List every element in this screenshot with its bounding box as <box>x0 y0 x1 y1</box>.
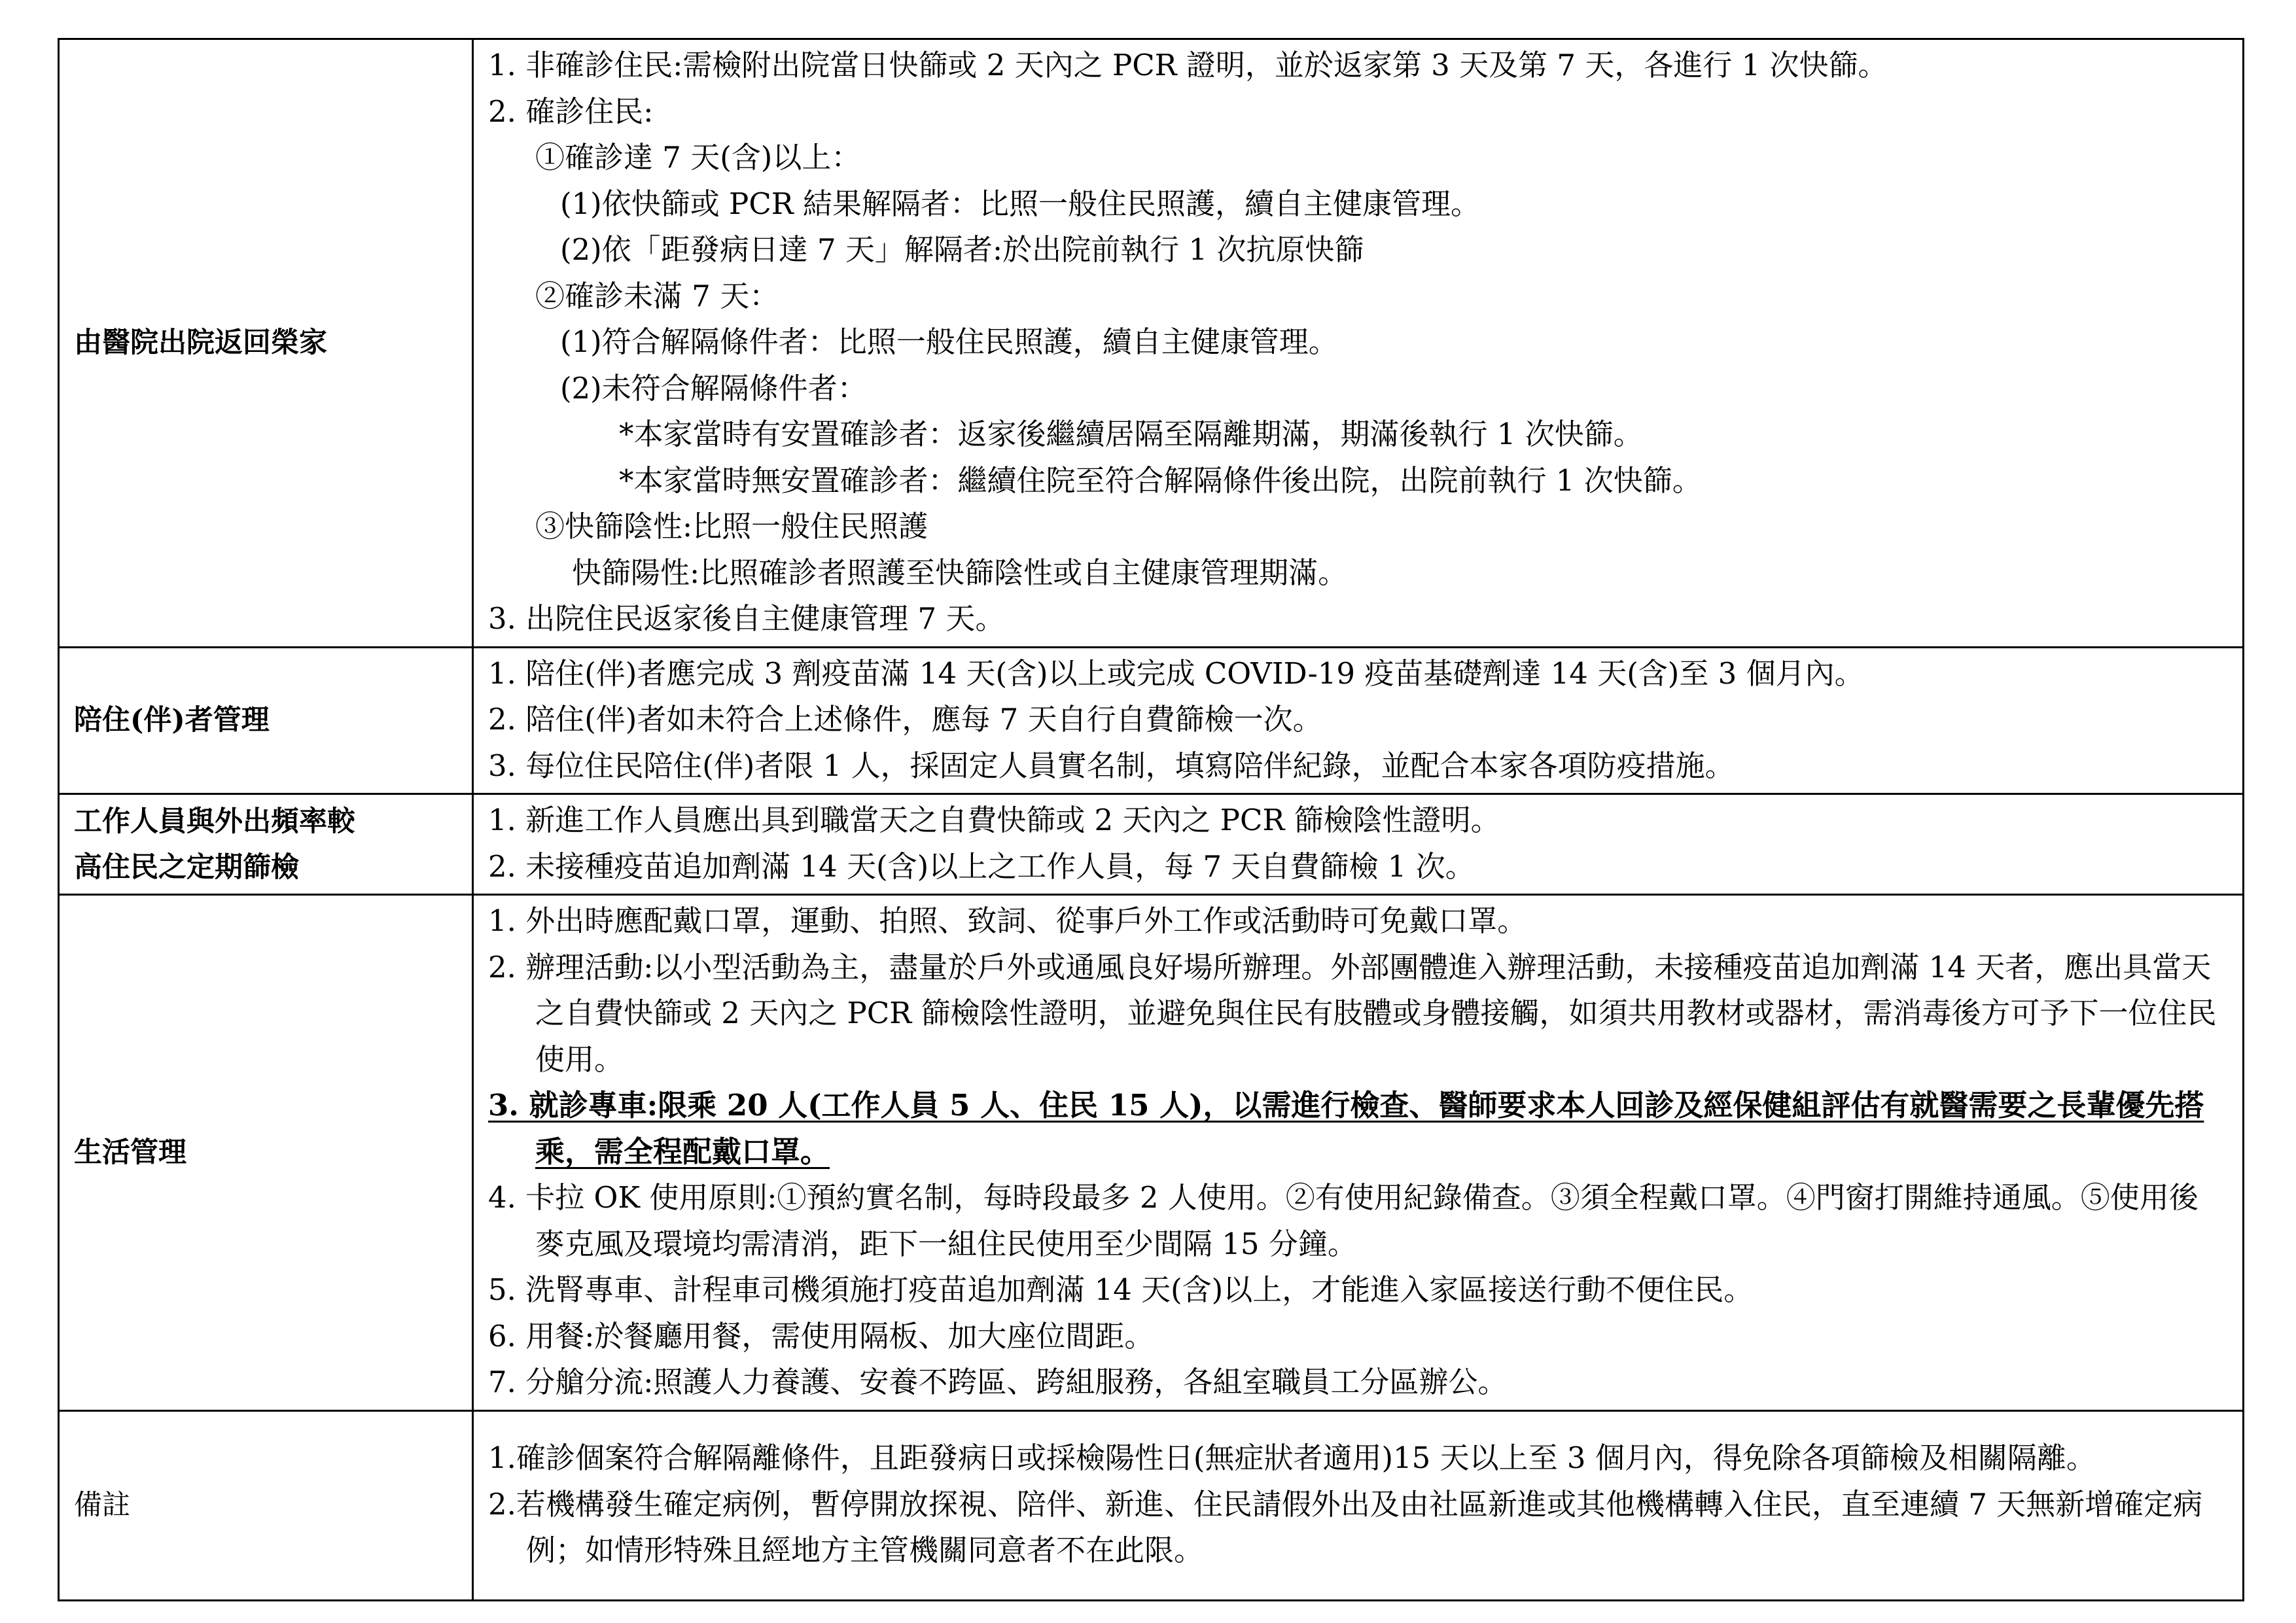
list-item: 3. 出院住民返家後自主健康管理 7 天。 <box>488 601 1005 636</box>
list-item: 1. 非確診住民:需檢附出院當日快篩或 2 天內之 PCR 證明，並於返家第 3 天及第 7 天，各進行 1 次快篩。 <box>488 48 1888 82</box>
list-item: *本家當時有安置確診者：返家後繼續居隔至隔離期滿，期滿後執行 1 次快篩。 <box>619 417 1643 451</box>
list-item: (2)依「距發病日達 7 天」解隔者:於出院前執行 1 次抗原快篩 <box>560 232 1364 267</box>
table-row <box>59 647 2244 794</box>
row-label-companion-management: 陪住(伴)者管理 <box>59 647 473 794</box>
list-item: 1. 新進工作人員應出具到職當天之自費快篩或 2 天內之 PCR 篩檢陰性證明。 <box>488 803 1500 837</box>
table-row <box>59 794 2244 895</box>
list-item: 1. 外出時應配戴口罩，運動、拍照、致詞、從事戶外工作或活動時可免戴口罩。 <box>488 903 1527 938</box>
policy-table <box>58 38 2244 1601</box>
list-item: 5. 洗腎專車、計程車司機須施打疫苗追加劑滿 14 天(含)以上，才能進入家區接送行動不便住民。 <box>488 1272 1754 1307</box>
list-item: 1.確診個案符合解隔離條件，且距發病日或採檢陽性日(無症狀者適用)15 天以上至 3 個月內，得免除各項篩檢及相關隔離。 <box>488 1440 2096 1476</box>
list-item: 快篩陽性:比照確診者照護至快篩陰性或自主健康管理期滿。 <box>572 555 1348 590</box>
list-item: 1. 陪住(伴)者應完成 3 劑疫苗滿 14 天(含)以上或完成 COVID-19 疫苗基礎劑達 14 天(含)至 3 個月內。 <box>488 655 1864 691</box>
row-label-regular-screening <box>59 794 473 895</box>
row-label-life-management: 生活管理 <box>59 895 473 1411</box>
table-row <box>59 1410 2244 1600</box>
list-item: 2. 確診住民: <box>488 94 654 129</box>
list-item: ①確診達 7 天(含)以上： <box>535 140 861 175</box>
list-item: 4. 卡拉 OK 使用原則:①預約實名制，每時段最多 2 人使用。②有使用紀錄備查。③須全程戴口罩。④門窗打開維持通風。⑤使用後麥克風及環境均需清消，距下一組住民使用至少間隔 15 分鐘。 <box>488 1180 2199 1261</box>
row-content-life-management <box>473 895 2244 1411</box>
list-item: (1)依快篩或 PCR 結果解隔者：比照一般住民照護，續自主健康管理。 <box>560 186 1480 221</box>
row-label-hospital-discharge: 由醫院出院返回榮家 <box>59 39 473 648</box>
row-label-notes: 備註 <box>59 1410 473 1600</box>
list-item: 2.若機構發生確定病例，暫停開放探視、陪伴、新進、住民請假外出及由社區新進或其他機構轉入住民，直至連續 7 天無新增確定病例；如情形特殊且經地方主管機關同意者不在此限。 <box>488 1486 2203 1568</box>
list-item: (1)符合解隔條件者：比照一般住民照護，續自主健康管理。 <box>560 324 1338 359</box>
list-item: (2)未符合解隔條件者： <box>560 370 867 406</box>
list-item: ③快篩陰性:比照一般住民照護 <box>535 509 928 544</box>
row-content-hospital-discharge <box>473 39 2244 648</box>
row-label-line: 工作人員與外出頻率較 <box>74 805 355 838</box>
row-content-companion-management <box>473 647 2244 794</box>
row-content-regular-screening <box>473 794 2244 895</box>
table-row <box>59 39 2244 648</box>
list-item: ②確診未滿 7 天： <box>535 278 779 313</box>
list-item: 3. 每位住民陪住(伴)者限 1 人，採固定人員實名制，填寫陪伴紀錄，並配合本家各項防疫措施。 <box>488 748 1735 783</box>
table-row <box>59 895 2244 1411</box>
list-item-emphasized: 3. 就診專車:限乘 20 人(工作人員 5 人、住民 15 人)，以需進行檢查、醫師要求本人回診及經保健組評估有就醫需要之長輩優先搭乘，需全程配戴口罩。 <box>488 1088 2204 1169</box>
list-item: *本家當時無安置確診者：繼續住院至符合解隔條件後出院，出院前執行 1 次快篩。 <box>619 462 1702 498</box>
list-item: 2. 辦理活動:以小型活動為主，盡量於戶外或通風良好場所辦理。外部團體進入辦理活動，未接種疫苗追加劑滿 14 天者，應出具當天之自費快篩或 2 天內之 PCR 篩檢陰性證明，並避免與住民有肢體或身體接觸，如須共用教材或器材，需消毒後方可予下一位住民使用。 <box>488 949 2217 1077</box>
row-label-line: 高住民之定期篩檢 <box>74 850 299 884</box>
row-content-notes <box>473 1410 2244 1600</box>
list-item: 6. 用餐:於餐廳用餐，需使用隔板、加大座位間距。 <box>488 1318 1154 1353</box>
list-item: 2. 陪住(伴)者如未符合上述條件，應每 7 天自行自費篩檢一次。 <box>488 702 1322 737</box>
list-item: 7. 分艙分流:照護人力養護、安養不跨區、跨組服務，各組室職員工分區辦公。 <box>488 1365 1508 1399</box>
list-item: 2. 未接種疫苗追加劑滿 14 天(含)以上之工作人員，每 7 天自費篩檢 1 次。 <box>488 848 1475 884</box>
